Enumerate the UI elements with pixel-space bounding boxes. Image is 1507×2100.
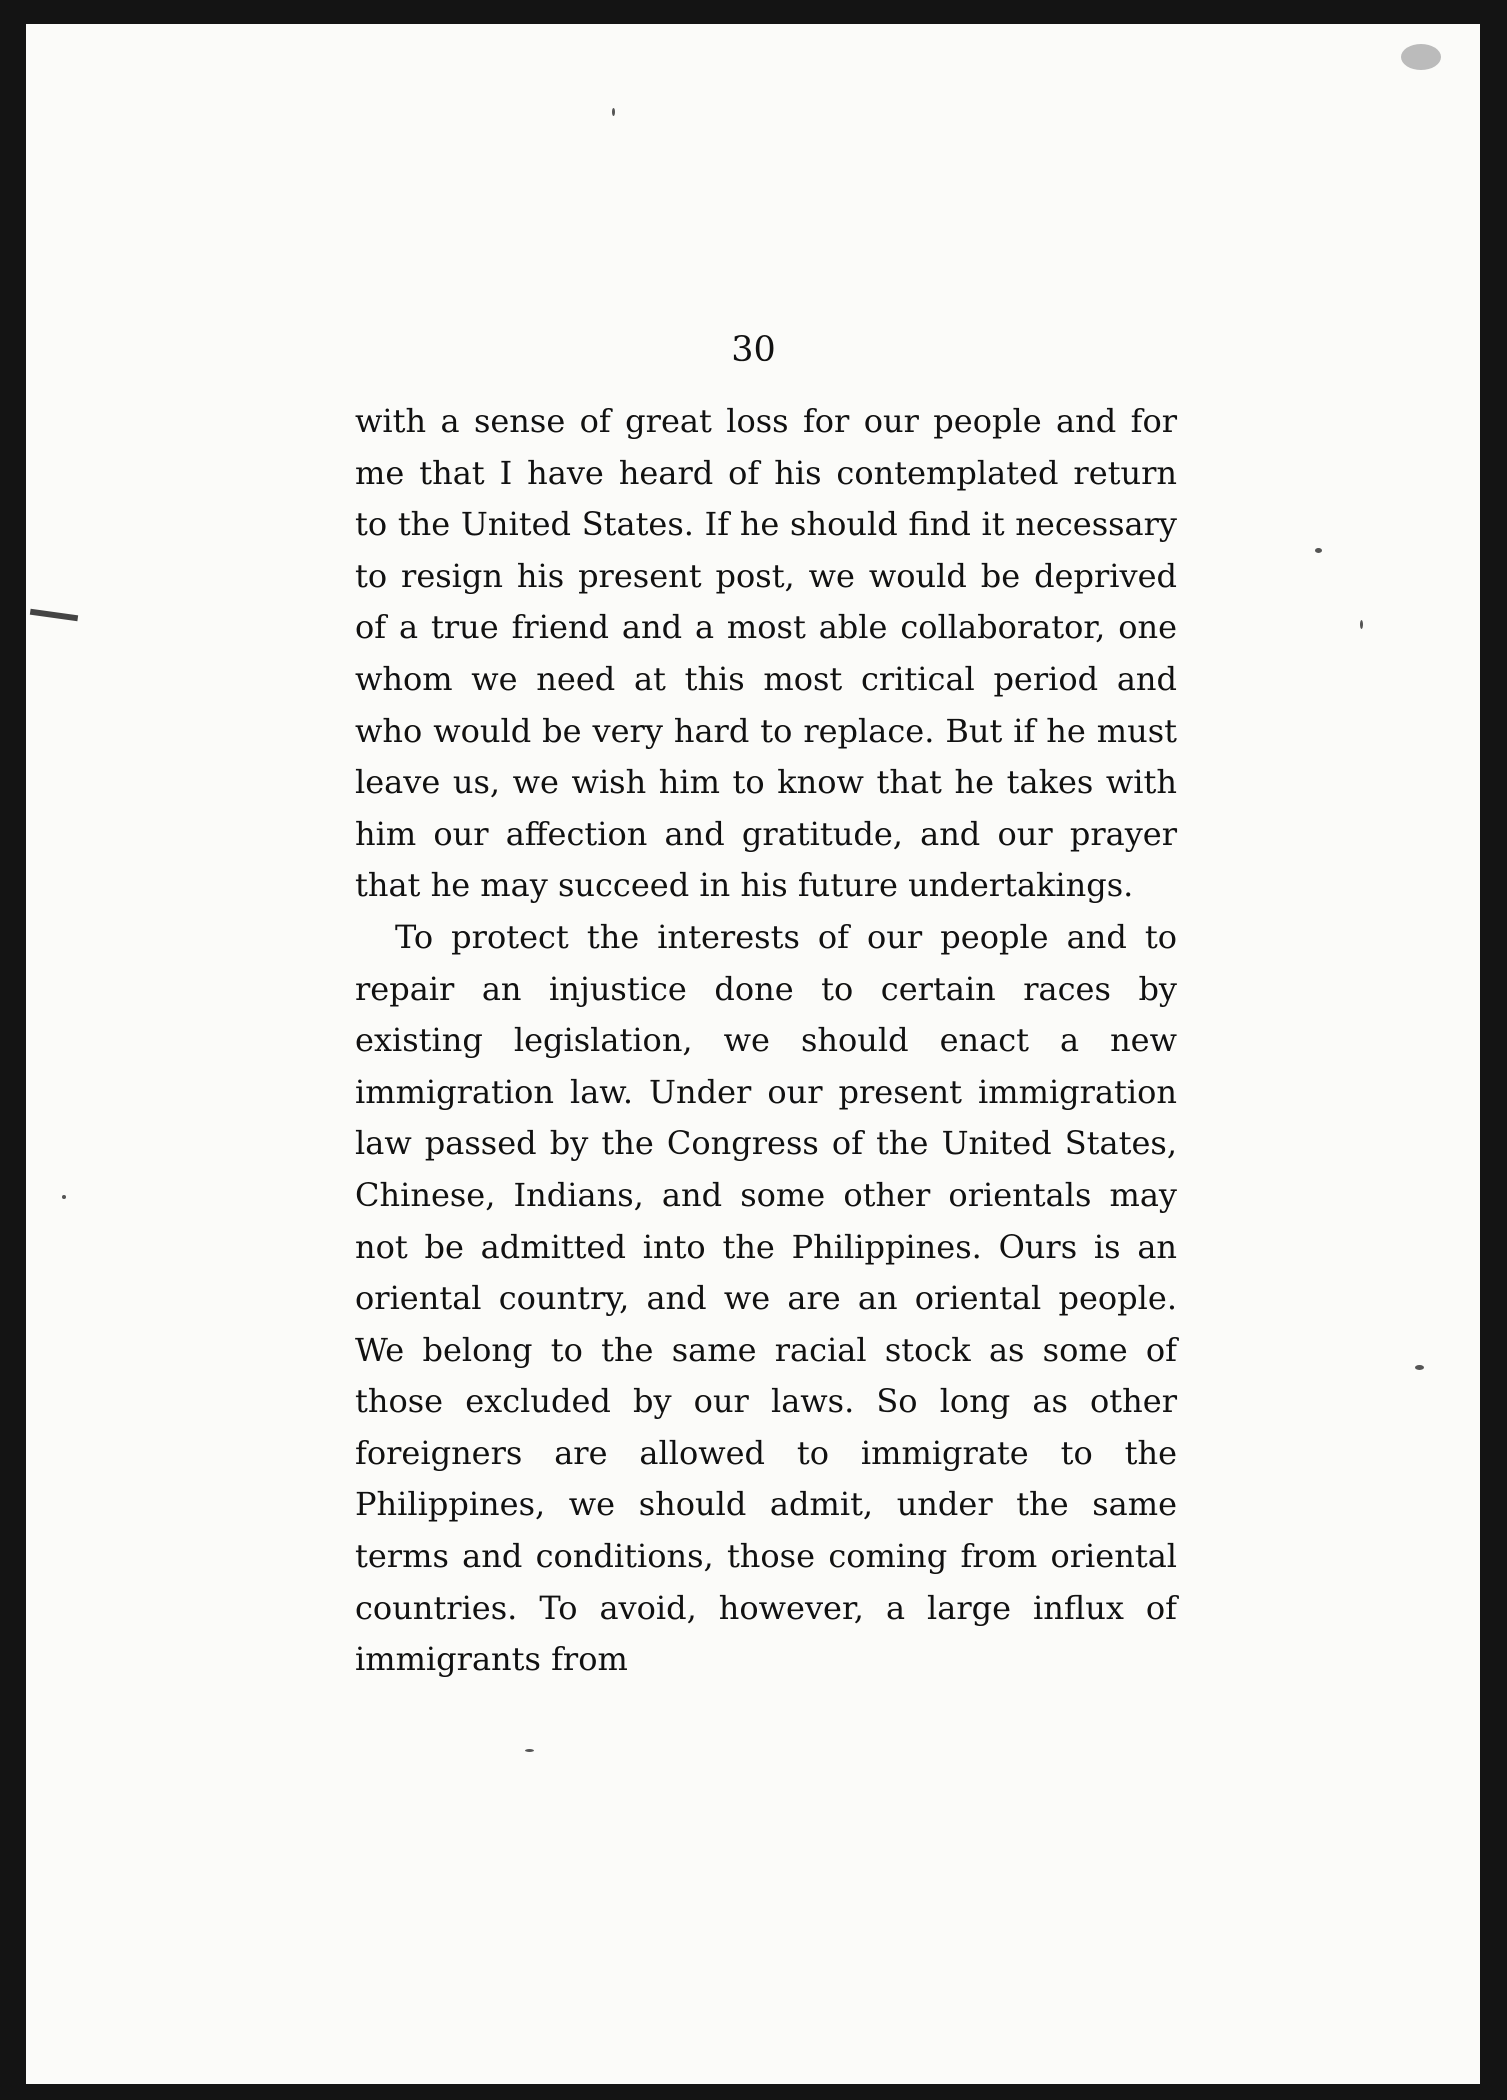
speck <box>525 1749 534 1752</box>
paragraph-1: with a sense of great loss for our people and for me that I have heard of his contemplated return to the United States. If he should find it necessary to resign his present post, we would be deprived of a true friend and a most able collaborator, one whom we need at this most critical period and who would be very hard to replace. But if he must leave us, we wish him to know that he takes with him our affection and gratitude, and our prayer that he may succeed in his future undertakings. <box>355 402 1177 905</box>
page-number: 30 <box>731 330 776 370</box>
paragraph-2: To protect the interests of our people and to repair an injustice done to certain races by existing legislation, we should enact a new immigration law. Under our present immigration law passed by the Congress of the United States, Chinese, Indians, and some other orientals may not be admitted into the Philippines. Ours is an oriental country, and we are an oriental people. We belong to the same racial stock as some of those excluded by our laws. So long as other foreigners are allowed to immigrate to the Philippines, we should admit, under the same terms and conditions, those coming from oriental countries. To avoid, however, a large influx of immigrants from <box>355 917 1177 1679</box>
speck <box>1415 1365 1424 1370</box>
speck <box>1315 548 1322 553</box>
body-text <box>355 396 1177 1686</box>
speck <box>1401 44 1441 70</box>
speck <box>1360 620 1363 629</box>
speck <box>62 1195 66 1199</box>
speck <box>612 108 615 116</box>
